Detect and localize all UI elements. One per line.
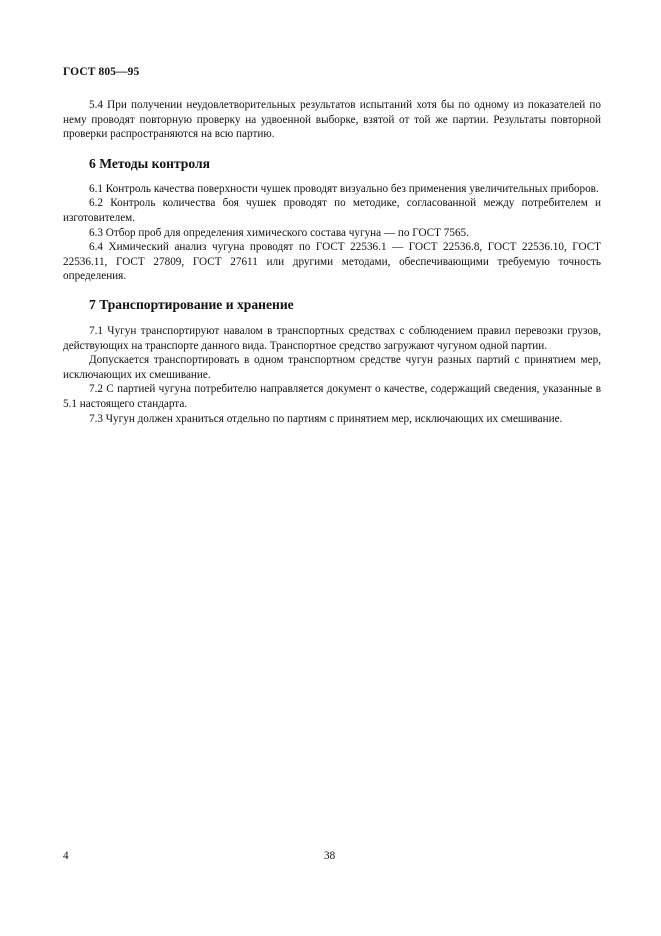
document-body [63,98,601,426]
section-6-heading: 6 Методы контроля [89,155,210,171]
paragraph-7-1: 7.1 Чугун транспортируют навалом в транспортных средствах с соблюдением правил перевозки грузов, действующих на транспорте данного вида. Транспортное средство загружают чугуном одной партии. [63,324,601,352]
paragraph-7-1-continued: Допускается транспортировать в одном транспортном средстве чугун разных партий с принятием мер, исключающих их смешивание. [63,354,601,381]
document-code: ГОСТ 805—95 [63,66,140,78]
paragraph-7-2: 7.2 С партией чугуна потребителю направляется документ о качестве, содержащий сведения, указанные в 5.1 настоящего стандарта. [63,383,601,410]
sheet-number: 38 [324,850,336,862]
page-number: 4 [63,850,69,862]
paragraph-7-3: 7.3 Чугун должен храниться отдельно по партиям с принятием мер, исключающих их смешивание. [89,412,563,425]
section-7-heading: 7 Транспортирование и хранение [89,296,294,312]
paragraph-6-1: 6.1 Контроль качества поверхности чушек проводят визуально без применения увеличительных приборов. [89,182,599,195]
paragraph-6-4: 6.4 Химический анализ чугуна проводят по ГОСТ 22536.1 — ГОСТ 22536.8, ГОСТ 22536.10, ГОСТ 22536.11, ГОСТ 27809, ГОСТ 27611 или другими методами, обеспечивающими требуемую точность определения. [63,241,601,283]
paragraph-5-4: 5.4 При получении неудовлетворительных результатов испытаний хотя бы по одному из показателей по нему проводят повторную проверку на удвоенной выборке, взятой от той же партии. Результаты повторной проверки распространяются на всю партию. [63,99,601,141]
paragraph-6-3: 6.3 Отбор проб для определения химического состава чугуна — по ГОСТ 7565. [89,226,469,239]
paragraph-6-2: 6.2 Контроль количества боя чушек проводят по методике, согласованной между потребителем и изготовителем. [63,197,601,224]
